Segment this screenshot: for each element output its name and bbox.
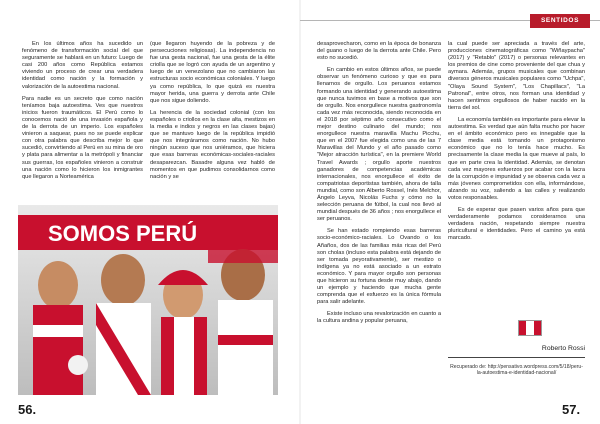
paragraph: La economía también es importante para elevar la autoestima. Es verdad que aún falta mucho por hacer en el ámbito económico pero es innegable que la clase media está tomando un protagonismo económico que no lo tenía hace mucho. Es precisamente la clase media la que mueve al país, lo que en parte crea la identidad. Además, se denotan cada vez mayores esfuerzos por acabar con la lacra de la corrupción e impunidad y se observa cada vez a más jóvenes comprometidos con ella, informándose, alzando su voz, saliendo a las calles y realizando votos responsables. — [448, 116, 585, 201]
left-page-column-2 — [150, 41, 275, 186]
page-number-left: 56. — [18, 402, 37, 417]
paragraph: Para nadie es un secreto que como nación teníamos baja autoestima. Ves que nuestros inicios fueron traumáticos. El Perú como lo conocemos nació de una invasión española y de la derrota de un imperio. Los españoles vinieron a saquear, pues no se puede explicar con otra palabra que describa mejor lo que sucedió, convirtiendo al Perú en su mina de oro y plata para alimentar a la metrópoli y financiar sus guerras, los españoles vinieron a construir una nación como lo hicieron los inmigrantes que llegaron a Norteamérica — [22, 95, 143, 180]
section-label: SENTIDOS — [530, 14, 590, 28]
paragraph: Se han estado rompiendo esas barreras socio-económico-raciales. Lo Ovando o los Añaños, dos de las familias más ricas del Perú son cholas (incluso esta palabra está dejando de ser tomada peyorativamente), ser mestizo o indígena ya no está asociado a un estrato económico. Y para mayor orgullo son personas que hicieron su fortuna desde muy abajo, dando un ejemplo y haciendo que mucha gente comprenda que el esfuerzo es la única fórmula para salir adelante. — [317, 228, 441, 306]
banner-text: SOMOS PERÚ — [48, 221, 198, 246]
paragraph: desaprovecharon, como en la época de bonanza del guano o luego de la derrota ante Chile. Pero esto no sucedió. — [317, 41, 441, 62]
right-page-column-1 — [317, 41, 441, 331]
paragraph: Existe incluso una revalorización en cuanto a la cultura andina y popular peruana, — [317, 311, 441, 325]
peru-flag-icon — [518, 320, 542, 336]
author-rule — [448, 357, 585, 358]
page-number-right: 57. — [562, 402, 581, 417]
source-credit: Recuperado de: http://pensativo.wordpress.com/5/18/peru-la-autoestima-e-identidad-nacional/ — [450, 364, 583, 377]
gutter-divider — [299, 0, 301, 424]
paragraph: Es de esperar que pasen varios años para que verdaderamente podamos considerarnos una verdadera nación, respetando siempre nuestra pluricultural e identidades. Pero el camino ya está marcado. — [448, 207, 585, 242]
right-page-column-2 — [448, 41, 585, 248]
paragraph: la cual puede ser apreciada a través del arte, producciones cinematográficas como "Wiñaypacha" (2017) y "Retablo" (2017) o personas relevantes en los premios de cine como proveniente del que chua y aymara. Además, grupos musicales que combinan diversos géneros musicales populares como "Uchpa", "Olaya Sound System", "Los Chapillacs", "La Patronal", entre otros, nos forman una identidad y hacen sentirnos orgullosos de haber nacido en la tierra del sol. — [448, 41, 585, 111]
paragraph: (que llegaron huyendo de la pobreza y de persecuciones religiosas). La independencia no fue una gesta nacional, fue una gesta de la élite criolla que se logró con ayuda de un argentino y luego de un venezolano que no cambiaron las estructuras socio económicas coloniales. Y luego ya como república, lo que quizá es nuestra mayor herida, una guerra y derrota ante Chile que nos sigue doliendo. — [150, 41, 275, 104]
paragraph: En cambio en estos últimos años, se puede observar un fenómeno curioso y que es para llenarnos de orgullo. Los peruanos estamos formando una identidad y generando autoestima que nunca tuvimos en base a motivos que son de orgullo. Nos enorgullece nuestra gastronomía cada vez más reconocida, siendo reconocida en el 2018 por séptimo año consecutivo como el mejor destino culinario del mundo; nos enorgullece nuestra maravilla Machu Picchu, que en el 2007 fue elegida como una de las 7 Maravillas del Mundo y el año pasado como "Mejor atracción turística", en la premiere World Travel Awards ; orgullo aporte nuestros ganadores de competencias académicas internacionales, nos enorgullece el éxito de compatriotas deportistas también, ahora de talla mundial, como son Alberto Rossel, Inés Melchor, Ángelo Leyva, Nicolás Fuchs y cómo no la selección peruana de fútbol, la cual nos llevó al mundial después de 36 años ; nos enorgullece el ser peruanos. — [317, 67, 441, 223]
paragraph: En los últimos años ha sucedido un fenómeno de transformación social del que seguramente se hablará en un futuro: Luego de casi 200 años como República estamos viviendo un proceso de crear una verdadera identidad como nación y la formación y valorización de la autoestima nacional. — [22, 41, 143, 90]
fans-photo — [18, 205, 278, 395]
author-name: Roberto Rossi — [541, 345, 585, 352]
paragraph: La herencia de la sociedad colonial (con los españoles o criollos en la clase alta, mestizos en la media e indios y negros en las clases bajas) que se mantuvo luego de la república impidió que nos integráramos como nación. No hubo ningún suceso que nos uniéramos, que hiciera que esas barreras económicas-sociales-raciales desaparezcan. Basadre alguna vez habló de momentos en que pudimos consolidarnos como nación y se — [150, 109, 275, 180]
left-page-column-1 — [22, 41, 143, 186]
